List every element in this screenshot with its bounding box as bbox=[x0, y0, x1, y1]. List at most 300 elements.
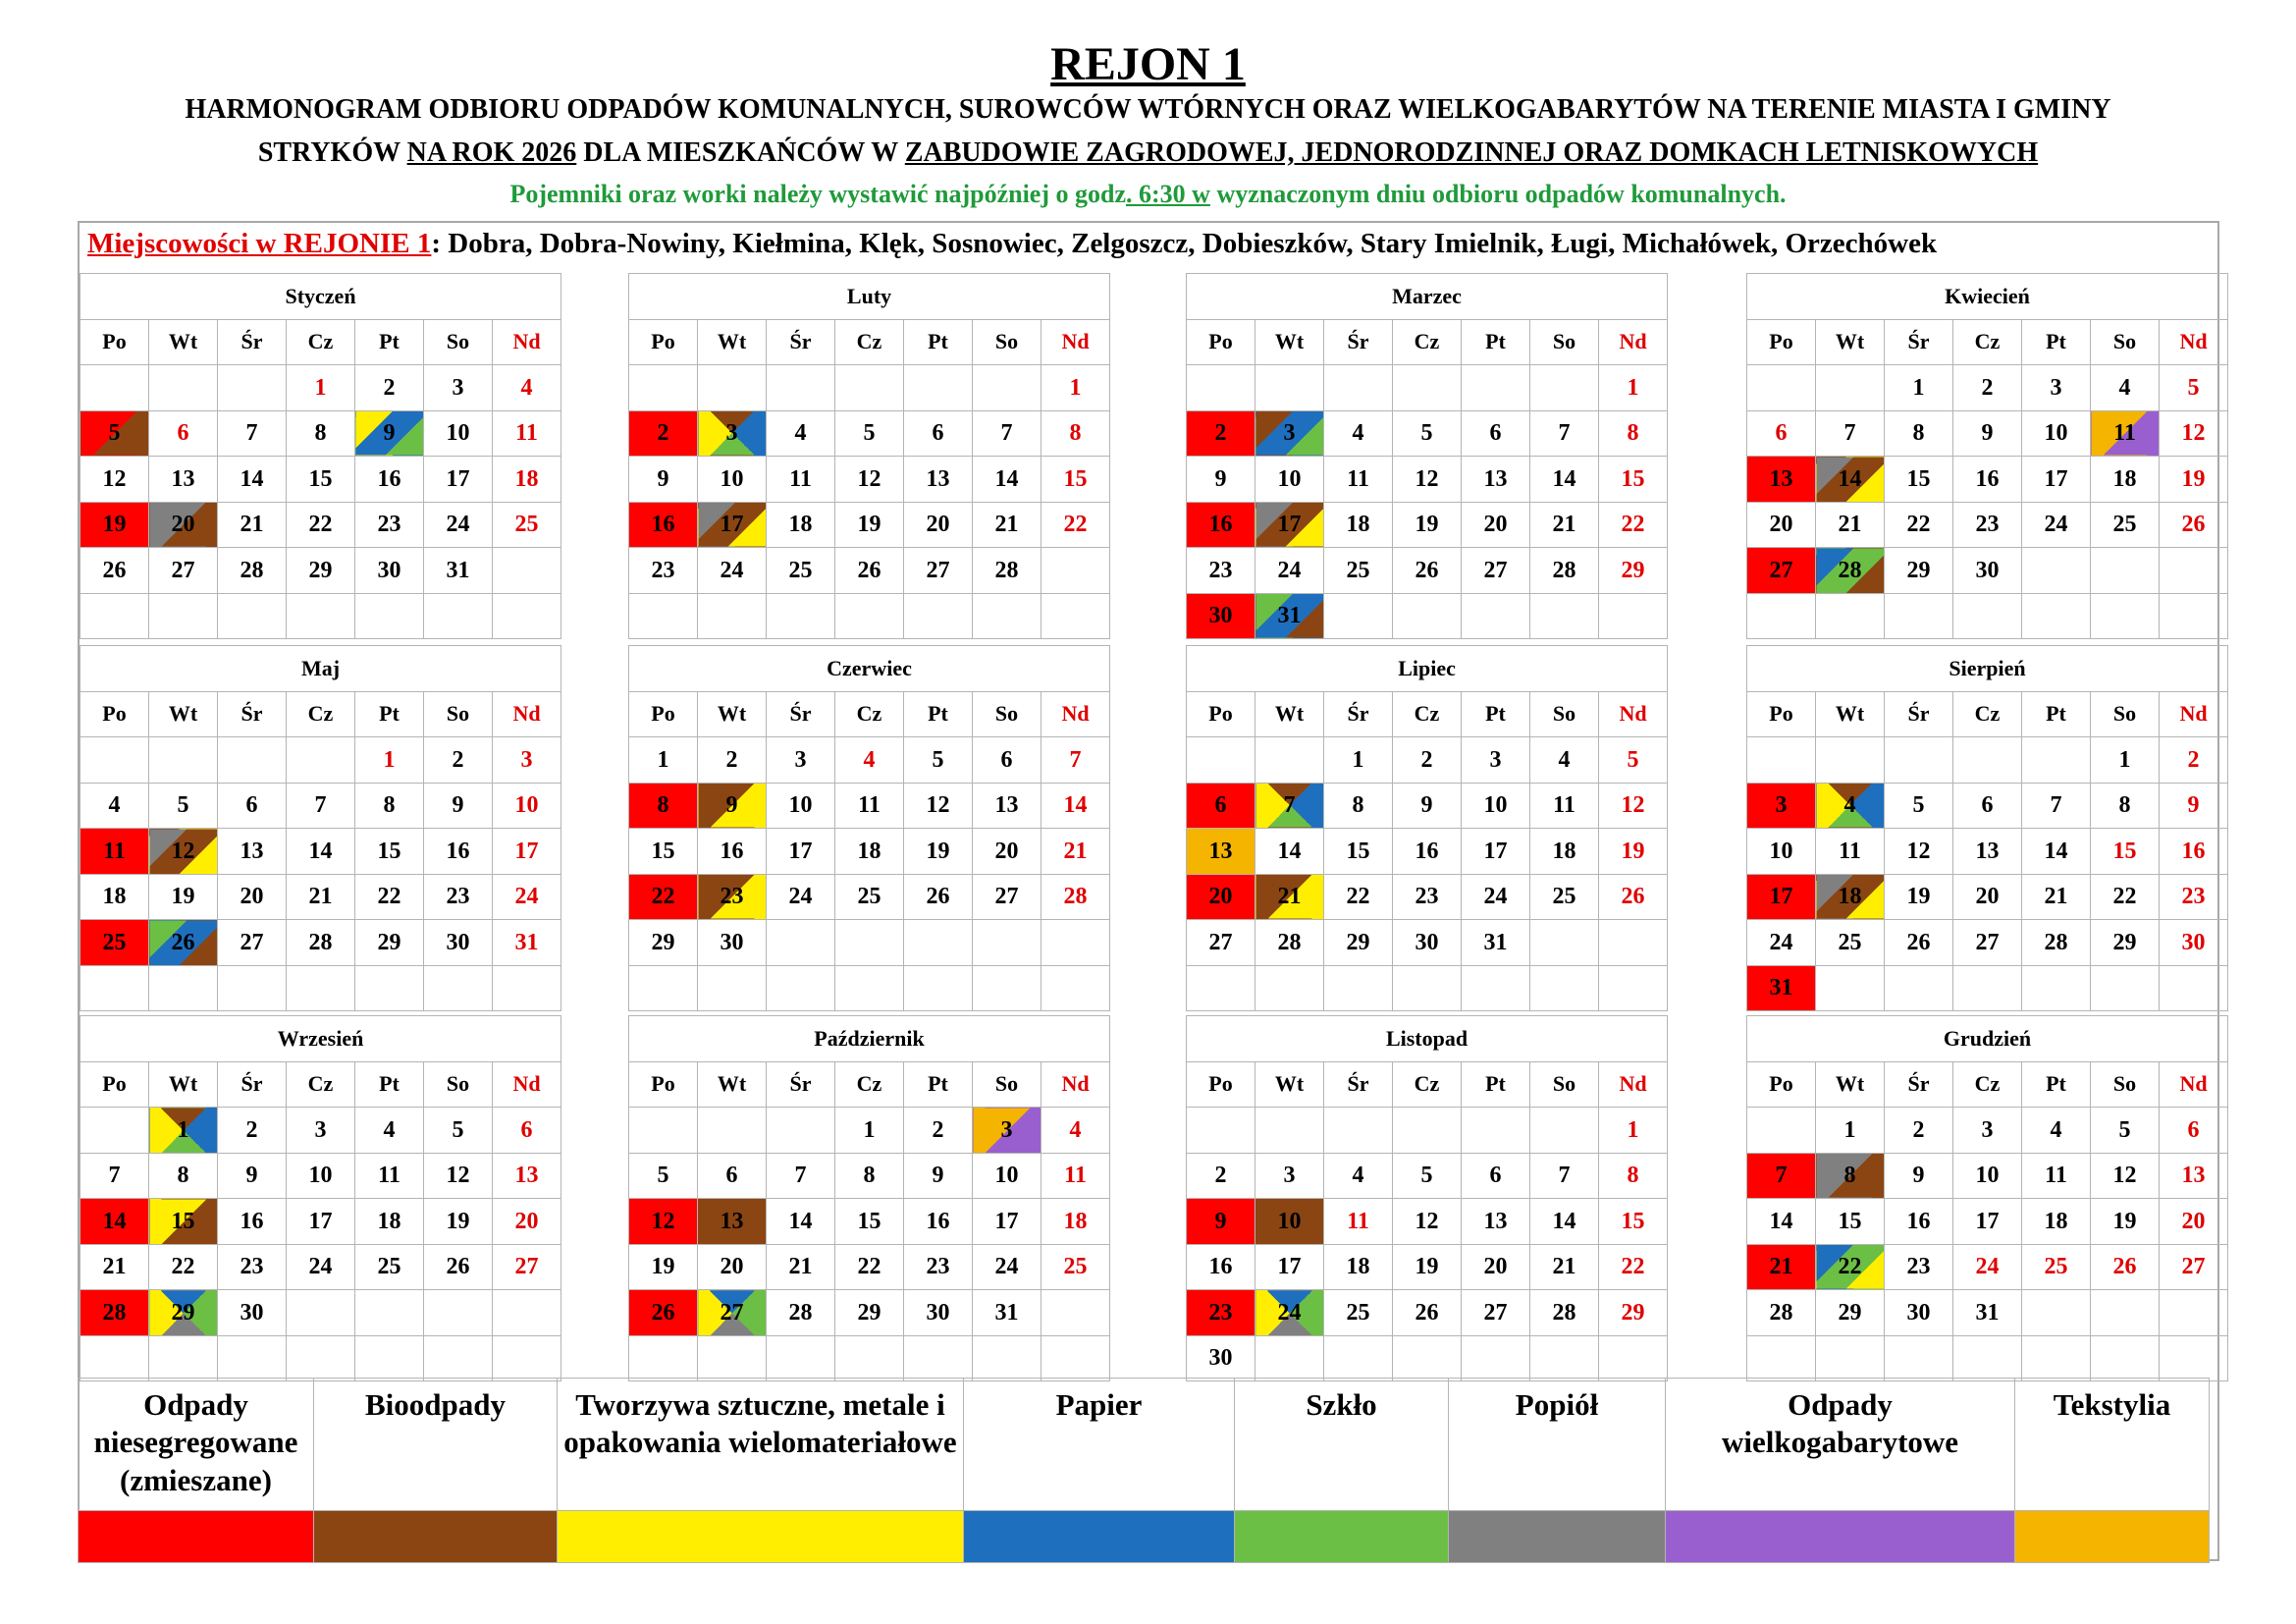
calendar-day: 26 bbox=[1393, 548, 1462, 594]
calendar-day: 10 bbox=[1255, 457, 1324, 503]
calendar-day: 13 bbox=[149, 457, 218, 503]
calendar-day: 27 bbox=[493, 1244, 561, 1290]
calendar-day: 18 bbox=[1530, 829, 1599, 875]
pickup-day: 20 bbox=[1187, 874, 1255, 920]
weekday-header: Śr bbox=[1885, 1061, 1953, 1108]
calendar-day: 23 bbox=[218, 1244, 287, 1290]
calendar-day: 23 bbox=[424, 874, 493, 920]
calendar-day: 17 bbox=[1953, 1199, 2022, 1245]
calendar-day: 7 bbox=[80, 1153, 149, 1199]
weekday-header: Nd bbox=[1041, 319, 1110, 365]
calendar-day: 25 bbox=[2022, 1244, 2091, 1290]
weekday-header: Pt bbox=[2022, 1061, 2091, 1108]
calendar-day: 1 bbox=[1599, 365, 1668, 411]
calendar-day: 22 bbox=[355, 874, 424, 920]
weekday-header: Po bbox=[1187, 691, 1255, 737]
calendar-day: 13 bbox=[1462, 457, 1530, 503]
empty-cell bbox=[698, 1335, 767, 1381]
calendar-day: 1 bbox=[1324, 737, 1393, 784]
calendar-day: 19 bbox=[1393, 502, 1462, 548]
calendar-day: 5 bbox=[1885, 783, 1953, 829]
calendar-day: 29 bbox=[1599, 548, 1668, 594]
calendar-day: 26 bbox=[904, 874, 973, 920]
month-name: Październik bbox=[629, 1016, 1110, 1062]
pickup-day: 29 bbox=[149, 1290, 218, 1336]
towns-line bbox=[87, 228, 1937, 260]
calendar-day: 11 bbox=[1324, 1199, 1393, 1245]
month-calendar bbox=[628, 273, 1110, 639]
empty-cell bbox=[698, 1108, 767, 1154]
calendar-day: 11 bbox=[1041, 1153, 1110, 1199]
weekday-header: Po bbox=[629, 319, 698, 365]
calendar-day: 27 bbox=[218, 920, 287, 966]
empty-cell bbox=[149, 593, 218, 639]
weekday-header: Pt bbox=[1462, 1061, 1530, 1108]
calendar-day: 7 bbox=[973, 410, 1041, 457]
empty-cell bbox=[1041, 920, 1110, 966]
calendar-day: 6 bbox=[1462, 410, 1530, 457]
empty-cell bbox=[493, 1290, 561, 1336]
calendar-day: 4 bbox=[80, 783, 149, 829]
note-part: wyznaczonym dniu odbioru odpadów komunalnych. bbox=[1209, 180, 1787, 208]
pickup-day: 18 bbox=[1816, 874, 1885, 920]
calendar-day: 20 bbox=[973, 829, 1041, 875]
legend-swatch bbox=[1449, 1511, 1666, 1563]
calendar-day: 4 bbox=[2091, 365, 2160, 411]
calendar-day: 28 bbox=[1530, 1290, 1599, 1336]
pickup-day: 5 bbox=[80, 410, 149, 457]
empty-cell bbox=[1816, 1335, 1885, 1381]
calendar-day: 3 bbox=[493, 737, 561, 784]
weekday-header: Pt bbox=[1462, 319, 1530, 365]
calendar-day: 16 bbox=[698, 829, 767, 875]
calendar-day: 18 bbox=[1041, 1199, 1110, 1245]
calendar-day: 5 bbox=[904, 737, 973, 784]
weekday-header: Śr bbox=[218, 1061, 287, 1108]
calendar-day: 31 bbox=[424, 548, 493, 594]
calendar-day: 2 bbox=[698, 737, 767, 784]
weekday-header: Po bbox=[1747, 319, 1816, 365]
empty-cell bbox=[1255, 1108, 1324, 1154]
empty-cell bbox=[493, 965, 561, 1011]
calendar-day: 16 bbox=[904, 1199, 973, 1245]
pickup-day: 7 bbox=[1255, 783, 1324, 829]
calendar-day: 9 bbox=[904, 1153, 973, 1199]
empty-cell bbox=[424, 965, 493, 1011]
calendar-day: 4 bbox=[1324, 410, 1393, 457]
calendar-day: 15 bbox=[835, 1199, 904, 1245]
calendar-day: 8 bbox=[1599, 1153, 1668, 1199]
empty-cell bbox=[1324, 1335, 1393, 1381]
calendar-day: 2 bbox=[1187, 1153, 1255, 1199]
subtitle-line-2 bbox=[0, 137, 2296, 169]
calendar-day: 29 bbox=[2091, 920, 2160, 966]
calendar-day: 23 bbox=[1953, 502, 2022, 548]
calendar-day: 1 bbox=[629, 737, 698, 784]
calendar-day: 31 bbox=[1953, 1290, 2022, 1336]
pickup-day: 13 bbox=[1187, 829, 1255, 875]
calendar-day: 25 bbox=[2091, 502, 2160, 548]
calendar-day: 2 bbox=[1393, 737, 1462, 784]
calendar-day: 26 bbox=[835, 548, 904, 594]
page-title: REJON 1 bbox=[1050, 38, 1246, 90]
calendar-day: 8 bbox=[355, 783, 424, 829]
weekday-header: Cz bbox=[1953, 691, 2022, 737]
calendar-day: 26 bbox=[80, 548, 149, 594]
calendar-day: 1 bbox=[835, 1108, 904, 1154]
calendar-day: 8 bbox=[1599, 410, 1668, 457]
calendar-day: 20 bbox=[218, 874, 287, 920]
calendar-day: 5 bbox=[1599, 737, 1668, 784]
month-name: Luty bbox=[629, 274, 1110, 320]
pickup-day: 23 bbox=[698, 874, 767, 920]
weekday-header: Cz bbox=[1393, 319, 1462, 365]
calendar-day: 16 bbox=[355, 457, 424, 503]
subtitle-part: STRYKÓW bbox=[257, 137, 407, 168]
calendar-day: 6 bbox=[493, 1108, 561, 1154]
pickup-day: 31 bbox=[1747, 965, 1816, 1011]
empty-cell bbox=[2022, 965, 2091, 1011]
empty-cell bbox=[1599, 593, 1668, 639]
empty-cell bbox=[904, 1335, 973, 1381]
month-calendar bbox=[628, 1015, 1110, 1381]
calendar-day: 8 bbox=[2091, 783, 2160, 829]
empty-cell bbox=[1324, 1108, 1393, 1154]
calendar-day: 4 bbox=[355, 1108, 424, 1154]
pickup-day: 17 bbox=[1255, 502, 1324, 548]
empty-cell bbox=[2091, 1290, 2160, 1336]
pickup-day: 26 bbox=[149, 920, 218, 966]
calendar-day: 6 bbox=[218, 783, 287, 829]
calendar-day: 16 bbox=[1187, 1244, 1255, 1290]
empty-cell bbox=[767, 965, 835, 1011]
month-calendar bbox=[80, 273, 561, 639]
pickup-day: 9 bbox=[355, 410, 424, 457]
empty-cell bbox=[2091, 1335, 2160, 1381]
empty-cell bbox=[767, 1335, 835, 1381]
calendar-day: 19 bbox=[629, 1244, 698, 1290]
weekday-header: So bbox=[973, 319, 1041, 365]
calendar-day: 21 bbox=[218, 502, 287, 548]
empty-cell bbox=[287, 1335, 355, 1381]
weekday-header: Pt bbox=[2022, 319, 2091, 365]
weekday-header: Pt bbox=[2022, 691, 2091, 737]
month-name: Marzec bbox=[1187, 274, 1668, 320]
weekday-header: Cz bbox=[835, 1061, 904, 1108]
towns-list: : Dobra, Dobra-Nowiny, Kiełmina, Klęk, Sosnowiec, Zelgoszcz, Dobieszków, Stary Imielnik, Ługi, Michałówek, Orzechówek bbox=[431, 228, 1938, 259]
weekday-header: Cz bbox=[1393, 691, 1462, 737]
empty-cell bbox=[355, 965, 424, 1011]
calendar-day: 20 bbox=[1953, 874, 2022, 920]
weekday-header: Cz bbox=[1393, 1061, 1462, 1108]
empty-cell bbox=[1599, 920, 1668, 966]
calendar-day: 6 bbox=[149, 410, 218, 457]
empty-cell bbox=[1462, 1108, 1530, 1154]
calendar-day: 7 bbox=[1816, 410, 1885, 457]
calendar-day: 1 bbox=[1816, 1108, 1885, 1154]
calendar-day: 30 bbox=[218, 1290, 287, 1336]
calendar-day: 29 bbox=[835, 1290, 904, 1336]
legend-label: Szkło bbox=[1235, 1379, 1449, 1511]
calendar-day: 20 bbox=[904, 502, 973, 548]
weekday-header: Wt bbox=[149, 1061, 218, 1108]
calendar-day: 13 bbox=[904, 457, 973, 503]
calendar-day: 20 bbox=[1462, 1244, 1530, 1290]
calendar-day: 27 bbox=[1187, 920, 1255, 966]
calendar-day: 31 bbox=[973, 1290, 1041, 1336]
calendar-day: 14 bbox=[287, 829, 355, 875]
empty-cell bbox=[904, 920, 973, 966]
calendar-day: 4 bbox=[2022, 1108, 2091, 1154]
calendar-day: 14 bbox=[218, 457, 287, 503]
pickup-day: 17 bbox=[1747, 874, 1816, 920]
empty-cell bbox=[1885, 1335, 1953, 1381]
weekday-header: Nd bbox=[2160, 319, 2228, 365]
pickup-day: 28 bbox=[80, 1290, 149, 1336]
month-calendar bbox=[1186, 645, 1668, 1011]
note-part: Pojemniki oraz worki należy wystawić najpóźniej o godz bbox=[509, 180, 1126, 208]
empty-cell bbox=[767, 920, 835, 966]
calendar-day: 23 bbox=[2160, 874, 2228, 920]
calendar-day: 30 bbox=[1393, 920, 1462, 966]
weekday-header: So bbox=[1530, 691, 1599, 737]
empty-cell bbox=[1255, 365, 1324, 411]
calendar-day: 24 bbox=[973, 1244, 1041, 1290]
calendar-day: 18 bbox=[1324, 1244, 1393, 1290]
calendar-day: 6 bbox=[2160, 1108, 2228, 1154]
calendar-day: 5 bbox=[424, 1108, 493, 1154]
month-name: Wrzesień bbox=[80, 1016, 561, 1062]
pickup-day: 9 bbox=[698, 783, 767, 829]
empty-cell bbox=[1747, 365, 1816, 411]
pickup-day: 6 bbox=[1187, 783, 1255, 829]
calendar-day: 27 bbox=[904, 548, 973, 594]
calendar-day: 21 bbox=[287, 874, 355, 920]
calendar-day: 9 bbox=[1187, 457, 1255, 503]
weekday-header: Cz bbox=[1953, 319, 2022, 365]
calendar-day: 2 bbox=[2160, 737, 2228, 784]
calendar-day: 22 bbox=[1599, 502, 1668, 548]
empty-cell bbox=[287, 737, 355, 784]
empty-cell bbox=[1816, 365, 1885, 411]
empty-cell bbox=[149, 365, 218, 411]
calendar-day: 10 bbox=[287, 1153, 355, 1199]
pickup-day: 2 bbox=[1187, 410, 1255, 457]
pickup-day: 14 bbox=[80, 1199, 149, 1245]
weekday-header: Wt bbox=[1255, 691, 1324, 737]
calendar-day: 24 bbox=[1747, 920, 1816, 966]
pickup-day: 8 bbox=[629, 783, 698, 829]
calendar-day: 15 bbox=[629, 829, 698, 875]
empty-cell bbox=[1953, 965, 2022, 1011]
calendar-day: 28 bbox=[1041, 874, 1110, 920]
empty-cell bbox=[2160, 593, 2228, 639]
calendar-day: 17 bbox=[767, 829, 835, 875]
month-name: Maj bbox=[80, 646, 561, 692]
empty-cell bbox=[355, 1335, 424, 1381]
weekday-header: Pt bbox=[355, 1061, 424, 1108]
calendar-day: 4 bbox=[835, 737, 904, 784]
calendar-day: 10 bbox=[2022, 410, 2091, 457]
calendar-day: 28 bbox=[218, 548, 287, 594]
calendar-day: 19 bbox=[149, 874, 218, 920]
calendar-day: 22 bbox=[1041, 502, 1110, 548]
calendar-day: 25 bbox=[1324, 1290, 1393, 1336]
legend-label: Odpady wielkogabarytowe bbox=[1666, 1379, 2015, 1511]
weekday-header: Pt bbox=[1462, 691, 1530, 737]
calendar-day: 2 bbox=[218, 1108, 287, 1154]
month-calendar bbox=[1186, 1015, 1668, 1381]
calendar-day: 22 bbox=[1599, 1244, 1668, 1290]
weekday-header: Wt bbox=[1255, 1061, 1324, 1108]
calendar-day: 29 bbox=[1885, 548, 1953, 594]
calendar-day: 22 bbox=[149, 1244, 218, 1290]
calendar-day: 26 bbox=[1885, 920, 1953, 966]
empty-cell bbox=[1462, 1335, 1530, 1381]
calendar-day: 10 bbox=[424, 410, 493, 457]
calendar-day: 18 bbox=[835, 829, 904, 875]
month-name: Kwiecień bbox=[1747, 274, 2228, 320]
calendar-day: 30 bbox=[1187, 1335, 1255, 1381]
calendar-day: 21 bbox=[1530, 502, 1599, 548]
calendar-day: 18 bbox=[2022, 1199, 2091, 1245]
weekday-header: So bbox=[1530, 319, 1599, 365]
legend-label: Papier bbox=[964, 1379, 1235, 1511]
empty-cell bbox=[1393, 965, 1462, 1011]
calendar-day: 3 bbox=[1953, 1108, 2022, 1154]
calendar-day: 8 bbox=[1885, 410, 1953, 457]
weekday-header: Śr bbox=[767, 1061, 835, 1108]
pickup-day: 3 bbox=[1255, 410, 1324, 457]
calendar-day: 10 bbox=[493, 783, 561, 829]
calendar-day: 5 bbox=[629, 1153, 698, 1199]
calendar-day: 18 bbox=[355, 1199, 424, 1245]
calendar-day: 17 bbox=[287, 1199, 355, 1245]
empty-cell bbox=[1747, 1108, 1816, 1154]
calendar-day: 3 bbox=[1462, 737, 1530, 784]
calendar-day: 6 bbox=[1953, 783, 2022, 829]
calendar-day: 28 bbox=[973, 548, 1041, 594]
calendar-day: 10 bbox=[698, 457, 767, 503]
weekday-header: Wt bbox=[1255, 319, 1324, 365]
calendar-day: 18 bbox=[80, 874, 149, 920]
calendar-day: 24 bbox=[424, 502, 493, 548]
weekday-header: Pt bbox=[355, 691, 424, 737]
weekday-header: Wt bbox=[1816, 691, 1885, 737]
legend-label: Popiół bbox=[1449, 1379, 1666, 1511]
calendar-day: 22 bbox=[287, 502, 355, 548]
empty-cell bbox=[973, 965, 1041, 1011]
calendar-day: 24 bbox=[493, 874, 561, 920]
calendar-day: 12 bbox=[1599, 783, 1668, 829]
calendar-day: 17 bbox=[493, 829, 561, 875]
towns-label: Miejscowości w REJONIE 1 bbox=[87, 228, 432, 259]
calendar-day: 1 bbox=[1885, 365, 1953, 411]
pickup-day: 19 bbox=[80, 502, 149, 548]
calendar-day: 6 bbox=[904, 410, 973, 457]
empty-cell bbox=[1462, 593, 1530, 639]
empty-cell bbox=[629, 593, 698, 639]
empty-cell bbox=[1324, 365, 1393, 411]
empty-cell bbox=[355, 1290, 424, 1336]
empty-cell bbox=[424, 593, 493, 639]
pickup-day: 9 bbox=[1187, 1199, 1255, 1245]
calendar-day: 28 bbox=[1530, 548, 1599, 594]
empty-cell bbox=[218, 1335, 287, 1381]
empty-cell bbox=[904, 365, 973, 411]
calendar-day: 5 bbox=[149, 783, 218, 829]
calendar-day: 16 bbox=[218, 1199, 287, 1245]
pickup-day: 10 bbox=[1255, 1199, 1324, 1245]
calendar-day: 10 bbox=[1953, 1153, 2022, 1199]
calendar-day: 26 bbox=[1393, 1290, 1462, 1336]
empty-cell bbox=[767, 1108, 835, 1154]
empty-cell bbox=[355, 593, 424, 639]
calendar-day: 9 bbox=[1953, 410, 2022, 457]
empty-cell bbox=[1187, 737, 1255, 784]
legend-label: Tekstylia bbox=[2015, 1379, 2210, 1511]
calendar-day: 4 bbox=[767, 410, 835, 457]
subtitle-housing-type: ZABUDOWIE ZAGRODOWEJ, JEDNORODZINNEJ ORAZ DOMKACH LETNISKOWYCH bbox=[904, 137, 2039, 168]
calendar-day: 17 bbox=[1462, 829, 1530, 875]
calendar-day: 14 bbox=[1041, 783, 1110, 829]
empty-cell bbox=[424, 1290, 493, 1336]
weekday-header: Cz bbox=[835, 319, 904, 365]
calendar-day: 11 bbox=[1324, 457, 1393, 503]
calendar-day: 26 bbox=[424, 1244, 493, 1290]
calendar-day: 28 bbox=[287, 920, 355, 966]
calendar-day: 16 bbox=[1885, 1199, 1953, 1245]
weekday-header: Cz bbox=[835, 691, 904, 737]
pickup-day: 3 bbox=[973, 1108, 1041, 1154]
calendar-day: 1 bbox=[1599, 1108, 1668, 1154]
pickup-day: 8 bbox=[1816, 1153, 1885, 1199]
calendar-day: 22 bbox=[1885, 502, 1953, 548]
calendar-day: 8 bbox=[287, 410, 355, 457]
empty-cell bbox=[1816, 737, 1885, 784]
calendar-day: 27 bbox=[1462, 548, 1530, 594]
calendar-day: 23 bbox=[629, 548, 698, 594]
empty-cell bbox=[1747, 593, 1816, 639]
weekday-header: Nd bbox=[493, 319, 561, 365]
pickup-day: 1 bbox=[149, 1108, 218, 1154]
calendar-day: 1 bbox=[1041, 365, 1110, 411]
calendar-day: 11 bbox=[1530, 783, 1599, 829]
empty-cell bbox=[2022, 1335, 2091, 1381]
empty-cell bbox=[698, 965, 767, 1011]
legend-label: Tworzywa sztuczne, metale i opakowania wielomateriałowe bbox=[558, 1379, 964, 1511]
empty-cell bbox=[1324, 965, 1393, 1011]
calendar-day: 12 bbox=[1393, 457, 1462, 503]
empty-cell bbox=[1747, 737, 1816, 784]
pickup-day: 14 bbox=[1816, 457, 1885, 503]
pickup-day: 16 bbox=[629, 502, 698, 548]
calendar-day: 7 bbox=[1530, 1153, 1599, 1199]
empty-cell bbox=[1885, 593, 1953, 639]
calendar-day: 10 bbox=[767, 783, 835, 829]
pickup-day: 13 bbox=[698, 1199, 767, 1245]
pickup-day: 16 bbox=[1187, 502, 1255, 548]
pickup-day: 23 bbox=[1187, 1290, 1255, 1336]
calendar-day: 15 bbox=[2091, 829, 2160, 875]
calendar-day: 11 bbox=[493, 410, 561, 457]
empty-cell bbox=[1816, 965, 1885, 1011]
pickup-day: 17 bbox=[698, 502, 767, 548]
calendar-day: 25 bbox=[1816, 920, 1885, 966]
calendar-day: 21 bbox=[2022, 874, 2091, 920]
pickup-day: 4 bbox=[1816, 783, 1885, 829]
calendar-day: 11 bbox=[1816, 829, 1885, 875]
